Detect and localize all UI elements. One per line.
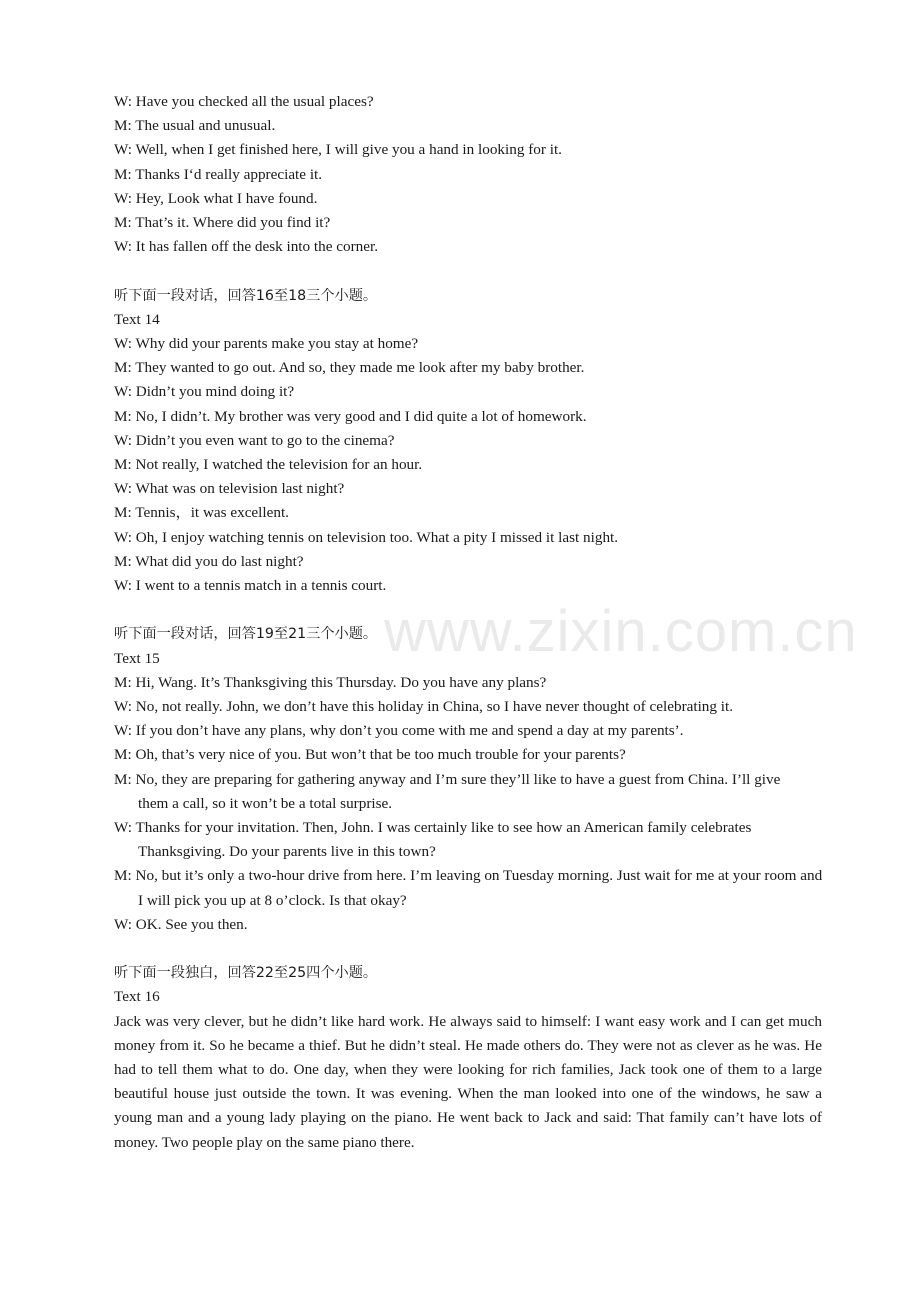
section-title: Text 15 xyxy=(114,649,160,667)
dialog-line: M: Oh, that’s very nice of you. But won’t that be too much trouble for your parents? xyxy=(114,746,626,764)
dialog-line: W: OK. See you then. xyxy=(114,915,248,933)
dialog-line: W: I went to a tennis match in a tennis court. xyxy=(114,577,387,595)
dialog-line: M: They wanted to go out. And so, they made me look after my baby brother. xyxy=(114,359,585,377)
section-instruction: 听下面一段独白，回答22至25四个小题。 xyxy=(114,965,378,982)
dialog-line: M: The usual and unusual. xyxy=(114,117,276,135)
dialog-line: W: What was on television last night? xyxy=(114,480,345,498)
dialog-line: M: Thanks I‘d really appreciate it. xyxy=(114,165,323,183)
dialog-line: W: No, not really. John, we don’t have this holiday in China, so I have never thought of celebrating it. xyxy=(114,698,734,716)
watermark: www.zixin.com.cn xyxy=(384,599,858,664)
dialog-line: W: Have you checked all the usual places? xyxy=(114,93,374,110)
section-text-15 xyxy=(114,622,822,937)
section-instruction: 听下面一段对话，回答16至18三个小题。 xyxy=(114,287,378,304)
dialog-line: W: Didn’t you even want to go to the cinema? xyxy=(114,431,395,449)
dialog-line: M: No, I didn’t. My brother was very good and I did quite a lot of homework. xyxy=(114,407,587,425)
document-page xyxy=(114,90,822,1155)
dialog-line: W: Well, when I get finished here, I will give you a hand in looking for it. xyxy=(114,141,562,159)
dialog-line: W: Hey, Look what I have found. xyxy=(114,189,318,207)
dialog-line: M: No, they are preparing for gathering anyway and I’m sure they’ll like to have a guest from China. I’ll give them a call, so it won’t be a total surprise. xyxy=(114,770,781,812)
dialog-13-end xyxy=(114,90,822,259)
dialog-line: M: What did you do last night? xyxy=(114,552,304,570)
dialog-line: W: Why did your parents make you stay at home? xyxy=(114,335,419,353)
dialog-line: M: No, but it’s only a two-hour drive from here. I’m leaving on Tuesday morning. Just wait for me at your room and I will pick you up at 8 o’clock. Is that okay? xyxy=(114,867,823,909)
section-title: Text 16 xyxy=(114,988,160,1006)
dialog-line: M: Not really, I watched the television for an hour. xyxy=(114,456,423,474)
dialog-line: M: Hi, Wang. It’s Thanksgiving this Thursday. Do you have any plans? xyxy=(114,673,547,691)
dialog-line: M: Tennis，it was excellent. xyxy=(114,504,289,522)
section-text-14 xyxy=(114,284,822,599)
dialog-line: W: Oh, I enjoy watching tennis on television too. What a pity I missed it last night. xyxy=(114,528,619,546)
section-title: Text 14 xyxy=(114,310,160,328)
section-instruction: 听下面一段对话，回答19至21三个小题。 xyxy=(114,626,378,643)
section-text-16 xyxy=(114,961,822,1155)
monologue-paragraph: Jack was very clever, but he didn’t like hard work. He always said to himself: I want easy work and I can get much money from it. So he became a thief. But he didn’t steal. He made others do. They were not as clever as he was. He had to tell them what to do. One day, when they were looking for rich families, Jack took one of them to a large beautiful house just outside the town. It was evening. When the man looked into one of the windows, he saw a young man and a young lady playing on the piano. He went back to Jack and said: That family can’t have lots of money. Two people play on the same piano there. xyxy=(114,1012,822,1151)
dialog-line: W: Didn’t you mind doing it? xyxy=(114,383,295,401)
dialog-line: M: That’s it. Where did you find it? xyxy=(114,214,331,232)
dialog-line: W: If you don’t have any plans, why don’t you come with me and spend a day at my parents’. xyxy=(114,722,684,740)
dialog-line: W: It has fallen off the desk into the corner. xyxy=(114,238,379,256)
dialog-line: W: Thanks for your invitation. Then, John. I was certainly like to see how an American family celebrates Thanksgiving. Do your parents live in this town? xyxy=(114,819,752,861)
